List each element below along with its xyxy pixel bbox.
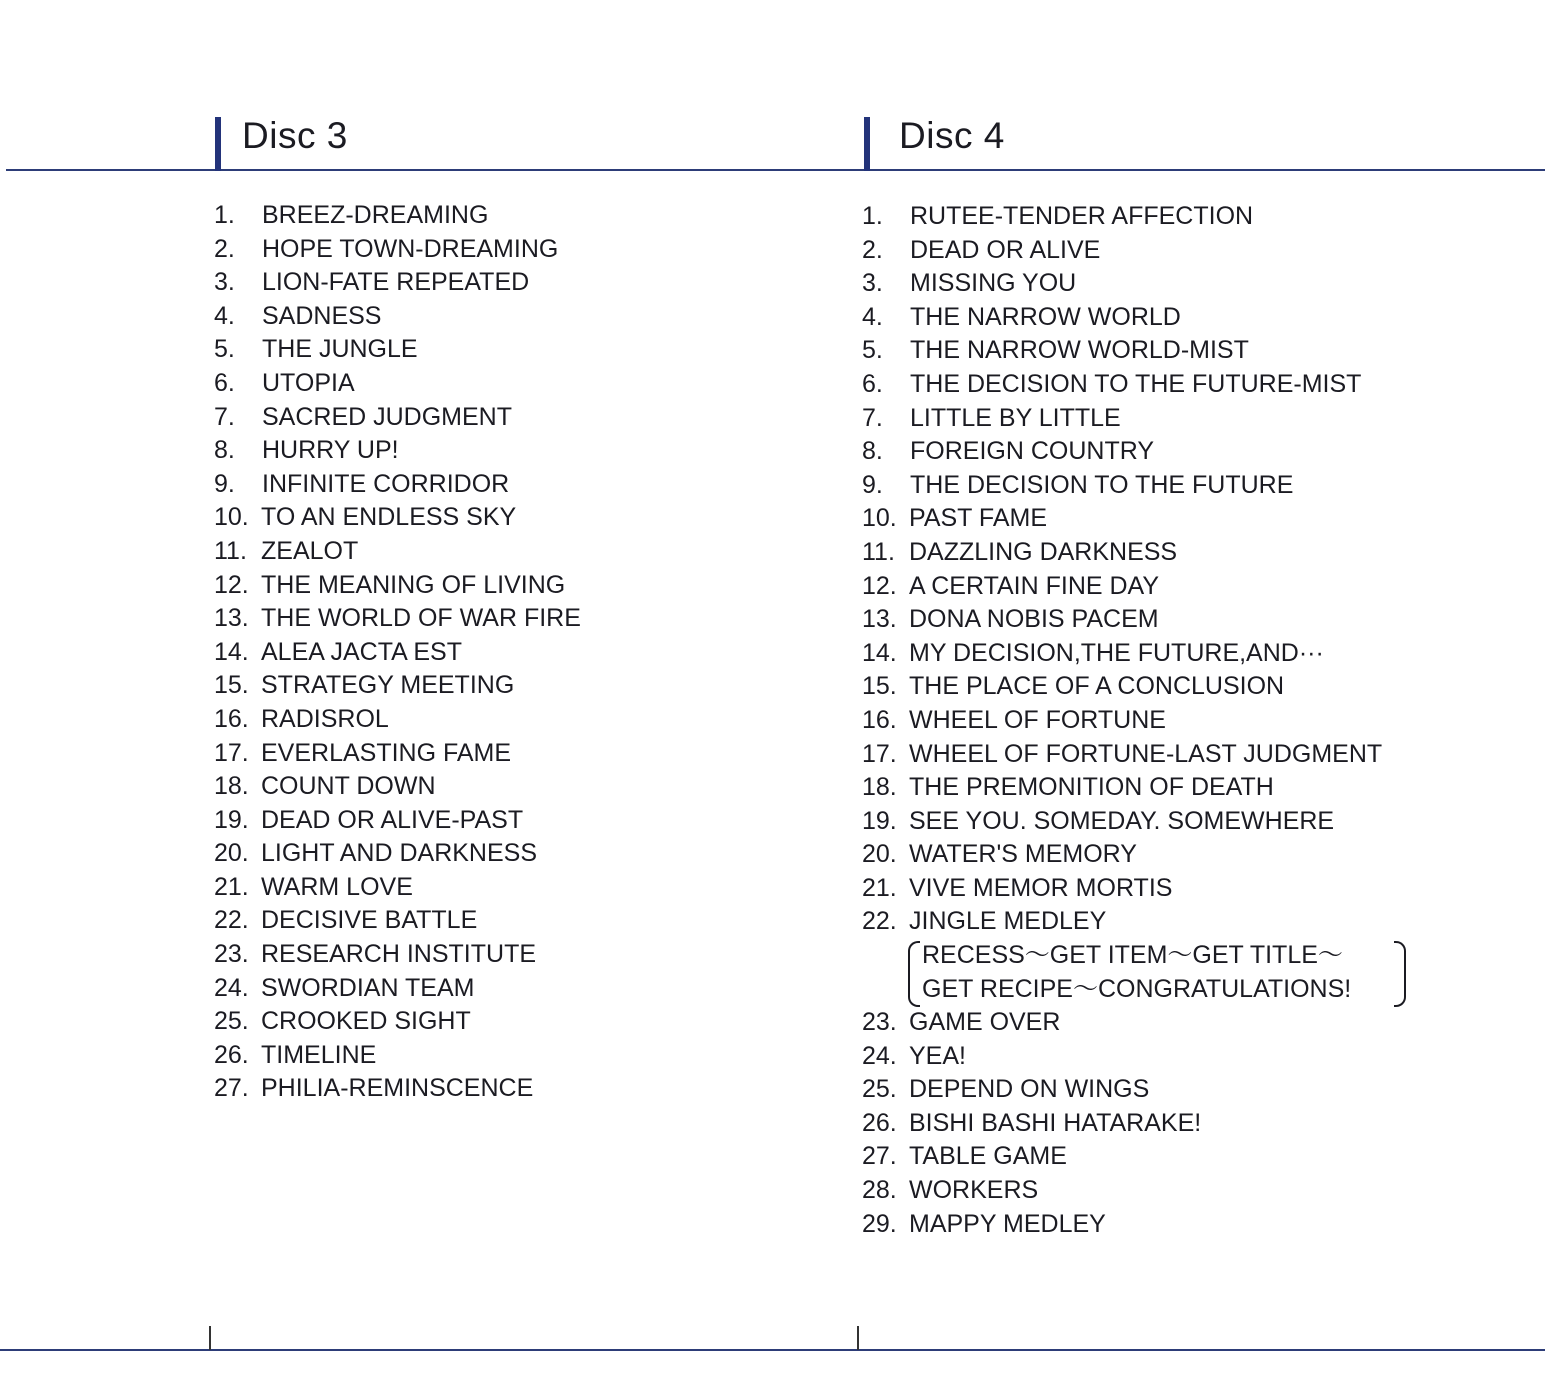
track-number: 9. [214, 469, 235, 498]
track-number: 7. [214, 402, 235, 431]
track-number: 1. [214, 201, 235, 229]
track-title: JINGLE MEDLEY [909, 907, 1107, 936]
track-number: 6. [214, 368, 235, 397]
disc-3-accent-bar [215, 117, 221, 171]
track-row [214, 199, 814, 233]
track-title: HURRY UP! [262, 436, 399, 465]
track-title: DONA NOBIS PACEM [909, 605, 1159, 634]
footer-tick-left [209, 1326, 211, 1350]
track-number: 13. [862, 605, 897, 634]
track-number: 8. [862, 437, 883, 466]
track-number: 13. [214, 604, 249, 633]
track-row [214, 468, 814, 502]
track-number: 27. [214, 1074, 249, 1103]
track-title: THE JUNGLE [262, 335, 418, 364]
track-row [214, 233, 814, 267]
track-row [862, 1073, 1502, 1107]
track-number: 16. [862, 705, 897, 734]
track-row [862, 502, 1502, 536]
track-number: 4. [862, 302, 883, 331]
track-title: GAME OVER [909, 1008, 1061, 1037]
track-title: TABLE GAME [909, 1142, 1067, 1171]
track-number: 17. [862, 739, 897, 768]
track-title: MY DECISION,THE FUTURE,AND··· [909, 638, 1324, 667]
track-row [862, 637, 1502, 671]
track-row [862, 838, 1502, 872]
track-number: 26. [862, 1108, 897, 1137]
track-title: LIGHT AND DARKNESS [261, 839, 538, 868]
track-number: 23. [214, 940, 249, 969]
track-row [214, 837, 814, 871]
track-row [214, 367, 814, 401]
track-row [862, 872, 1502, 906]
track-title: DAZZLING DARKNESS [909, 537, 1178, 566]
track-title: WARM LOVE [261, 872, 413, 901]
track-row [214, 569, 814, 603]
track-row [862, 234, 1502, 268]
track-title: CROOKED SIGHT [261, 1007, 471, 1036]
track-row [862, 771, 1502, 805]
track-title: EVERLASTING FAME [261, 738, 512, 767]
track-number: 22. [862, 907, 897, 936]
track-number: 9. [862, 470, 883, 499]
track-title: ZEALOT [261, 536, 359, 565]
track-title: SACRED JUDGMENT [262, 402, 513, 431]
track-number: 18. [214, 772, 249, 801]
disc-3-tracklist [214, 199, 814, 1106]
medley-contents [908, 939, 1502, 1006]
disc-4-title: Disc 4 [899, 115, 1005, 156]
track-row [862, 536, 1502, 570]
track-row [214, 1005, 814, 1039]
track-title: MISSING YOU [910, 269, 1077, 298]
track-row [214, 636, 814, 670]
header-rule [6, 169, 1545, 171]
track-title: WHEEL OF FORTUNE-LAST JUDGMENT [909, 739, 1383, 768]
track-number: 19. [214, 805, 249, 834]
track-title: VIVE MEMOR MORTIS [909, 873, 1173, 902]
track-number: 26. [214, 1040, 249, 1069]
track-title: SEE YOU. SOMEDAY. SOMEWHERE [909, 806, 1335, 835]
track-title: BISHI BASHI HATARAKE! [909, 1108, 1202, 1137]
track-number: 10. [862, 504, 897, 533]
left-parenthesis [908, 941, 920, 1007]
track-row [862, 301, 1502, 335]
track-title: HOPE TOWN-DREAMING [262, 234, 559, 263]
track-row [214, 938, 814, 972]
track-row [862, 905, 1502, 939]
track-row [862, 570, 1502, 604]
track-title: SADNESS [262, 301, 382, 330]
track-row [862, 1006, 1502, 1040]
track-number: 25. [862, 1075, 897, 1104]
track-row [214, 770, 814, 804]
right-parenthesis [1394, 941, 1406, 1007]
track-number: 12. [862, 571, 897, 600]
track-number: 5. [214, 335, 235, 364]
track-number: 12. [214, 570, 249, 599]
track-row [862, 200, 1502, 234]
track-row [862, 670, 1502, 704]
track-number: 18. [862, 773, 897, 802]
track-number: 17. [214, 738, 249, 767]
track-title: THE DECISION TO THE FUTURE [910, 470, 1294, 499]
track-row [862, 1140, 1502, 1174]
disc-4-accent-bar [864, 117, 870, 171]
track-number: 16. [214, 704, 249, 733]
track-title: A CERTAIN FINE DAY [909, 571, 1160, 600]
track-row [214, 300, 814, 334]
track-row [862, 603, 1502, 637]
track-number: 19. [862, 806, 897, 835]
track-row [214, 602, 814, 636]
track-title: YEA! [909, 1041, 966, 1070]
track-title: RADISROL [261, 704, 389, 733]
track-title: THE NARROW WORLD [910, 302, 1181, 331]
track-row [214, 333, 814, 367]
track-number: 22. [214, 906, 249, 935]
track-title: PAST FAME [909, 504, 1048, 533]
track-number: 28. [862, 1176, 897, 1205]
track-title: BREEZ-DREAMING [262, 201, 489, 229]
track-row [862, 1040, 1502, 1074]
track-number: 21. [862, 873, 897, 902]
track-number: 7. [862, 403, 883, 432]
track-title: LION-FATE REPEATED [262, 268, 530, 297]
track-title: WORKERS [909, 1176, 1039, 1205]
track-number: 11. [862, 537, 895, 566]
track-row [214, 871, 814, 905]
track-number: 10. [214, 503, 249, 532]
track-title: LITTLE BY LITTLE [910, 403, 1121, 432]
track-row [862, 738, 1502, 772]
track-row [214, 266, 814, 300]
track-row [862, 368, 1502, 402]
track-title: DEAD OR ALIVE-PAST [261, 805, 524, 834]
track-row [214, 501, 814, 535]
track-title: ALEA JACTA EST [261, 637, 463, 666]
track-number: 5. [862, 336, 883, 365]
track-row [862, 805, 1502, 839]
track-title: THE NARROW WORLD-MIST [910, 336, 1249, 365]
medley-line-1: RECESS〜GET ITEM〜GET TITLE〜 [922, 941, 1343, 970]
track-row [214, 703, 814, 737]
track-number: 11. [214, 536, 247, 565]
track-number: 25. [214, 1007, 249, 1036]
track-number: 15. [214, 671, 249, 700]
disc-4-tracklist [862, 200, 1502, 1241]
track-number: 3. [862, 269, 883, 298]
track-number: 15. [862, 672, 897, 701]
track-row [214, 1039, 814, 1073]
track-row [862, 1208, 1502, 1242]
track-row [214, 972, 814, 1006]
disc-3-title: Disc 3 [242, 115, 348, 156]
track-number: 29. [862, 1209, 897, 1238]
track-row [214, 401, 814, 435]
track-number: 23. [862, 1008, 897, 1037]
track-row [862, 435, 1502, 469]
track-title: RESEARCH INSTITUTE [261, 940, 537, 969]
track-number: 14. [214, 637, 249, 666]
track-row [862, 704, 1502, 738]
track-row [214, 904, 814, 938]
track-number: 2. [862, 235, 883, 264]
track-row [214, 434, 814, 468]
track-title: THE PLACE OF A CONCLUSION [909, 672, 1285, 701]
track-row [214, 737, 814, 771]
track-title: SWORDIAN TEAM [261, 973, 475, 1002]
track-number: 3. [214, 268, 235, 297]
track-number: 14. [862, 638, 897, 667]
track-title: THE PREMONITION OF DEATH [909, 773, 1274, 802]
track-title: PHILIA-REMINSCENCE [261, 1074, 534, 1103]
track-title: UTOPIA [262, 368, 355, 397]
track-row [862, 334, 1502, 368]
track-number: 2. [214, 234, 235, 263]
track-number: 4. [214, 301, 235, 330]
track-row [214, 804, 814, 838]
track-title: RUTEE-TENDER AFFECTION [910, 202, 1254, 230]
track-row [862, 267, 1502, 301]
track-title: DEAD OR ALIVE [910, 235, 1101, 264]
track-title: THE WORLD OF WAR FIRE [261, 604, 581, 633]
track-title: STRATEGY MEETING [261, 671, 515, 700]
track-title: DECISIVE BATTLE [261, 906, 478, 935]
track-title: WHEEL OF FORTUNE [909, 705, 1166, 734]
track-title: TIMELINE [261, 1040, 377, 1069]
track-title: MAPPY MEDLEY [909, 1209, 1106, 1238]
track-row [862, 469, 1502, 503]
track-title: INFINITE CORRIDOR [262, 469, 510, 498]
footer-tick-right [857, 1326, 859, 1350]
track-title: DEPEND ON WINGS [909, 1075, 1150, 1104]
track-title: FOREIGN COUNTRY [910, 437, 1154, 466]
track-row [214, 669, 814, 703]
medley-line-2: GET RECIPE〜CONGRATULATIONS! [922, 974, 1352, 1003]
track-number: 27. [862, 1142, 897, 1171]
track-title: COUNT DOWN [261, 772, 436, 801]
track-title: TO AN ENDLESS SKY [261, 503, 517, 532]
footer-rule [0, 1349, 1545, 1351]
track-row [862, 402, 1502, 436]
track-number: 24. [862, 1041, 897, 1070]
track-row [214, 535, 814, 569]
track-number: 6. [862, 369, 883, 398]
track-title: THE MEANING OF LIVING [261, 570, 566, 599]
track-row [214, 1072, 814, 1106]
track-number: 21. [214, 872, 249, 901]
track-number: 24. [214, 973, 249, 1002]
track-title: WATER'S MEMORY [909, 840, 1137, 869]
track-number: 20. [862, 840, 897, 869]
track-title: THE DECISION TO THE FUTURE-MIST [910, 369, 1362, 398]
track-number: 8. [214, 436, 235, 465]
track-row [862, 1107, 1502, 1141]
track-row [862, 1174, 1502, 1208]
track-number: 1. [862, 202, 883, 230]
track-number: 20. [214, 839, 249, 868]
